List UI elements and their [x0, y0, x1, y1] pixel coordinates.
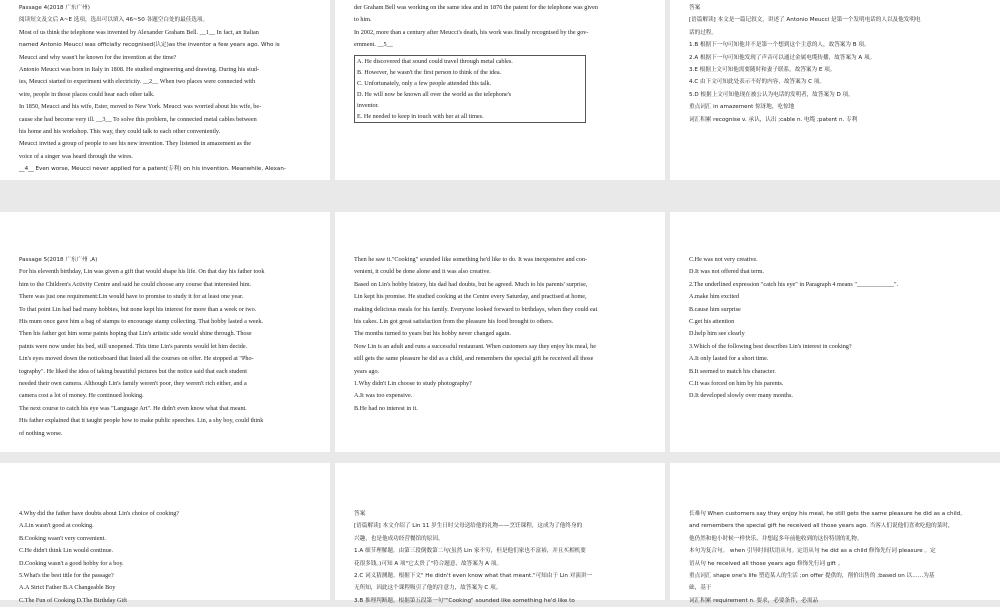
text-line: 花很多钱。)可知 A 项"它太贵了"符合题意，故答案为 A 项。: [354, 560, 502, 567]
text-line: __4__ Even worse, Meucci never applied for a patent(专利) on his invention. Meanwhile, Alexan-: [19, 166, 286, 173]
text-line: camera cost a lot of money. He continued looking.: [19, 392, 144, 400]
text-line: 2.C 词义猜测题。根据下文" He didn't even know what that meant."可知由于 Lin 对演讲一: [354, 573, 593, 580]
text-line: A.It was too expensive.: [354, 392, 413, 400]
text-line: D. He will now be known all over the world as the telephone's: [357, 90, 512, 98]
text-line: 他仍然和他小时候一样快乐，并想起多年前他收到的这份特别的礼物。: [689, 535, 863, 542]
text-line: 3.E 根据上文可知他需要随时和妻子联系，故答案为 E 项。: [689, 67, 836, 74]
text-line: him to the Children's Activity Centre and said he could choose any course that interested him.: [19, 280, 252, 288]
text-line: D.help him see clearly: [689, 330, 745, 338]
text-line: His mum once gave him a bag of stamps to encourage stamp collecting. That hobby lasted a week.: [19, 318, 264, 326]
text-line: 1.B 根据下一句可知他并不是第一个想到这个主意的人，故答案为 B 项。: [689, 42, 870, 49]
text-line: Lin kept his promise. He studied cooking at the Centre every Saturday, and practised at home,: [354, 293, 587, 301]
text-line: A.A Strict Father B.A Changeable Boy: [19, 584, 116, 592]
text-line: Now Lin is an adult and runs a successful restaurant. When customers say they enjoy his meal, he: [354, 342, 596, 350]
text-line: 1.A 细节理解题。由第三段倒数第二句(虽然 Lin 家不穷，但是他们家也不富裕，并且买相机要: [354, 548, 586, 555]
text-line: 本句为复合句。 when 引导时间状语从句。定语从句 he did as a child 修饰先行词 pleasure 。定: [689, 548, 936, 555]
text-line: Based on Lin's hobby history, his dad had doubts, but he agreed. Much to his parents' surprise,: [354, 280, 588, 288]
page-passage5-answers: [335, 463, 665, 604]
text-line: wire, people in those places could hear each other talk.: [19, 90, 155, 98]
text-line: ernment. __5__: [354, 41, 393, 49]
text-line: 长难句 When customers say they enjoy his meal, he still gets the same pleasure he did as a child,: [689, 511, 962, 517]
text-line: For his eleventh birthday, Lin was given a gift that would shape his life. On that day his father took: [19, 268, 265, 276]
text-line: 重点词汇 shape one's life 塑造某人的生活 ;on offer 提供的，削价出售的 ;based on 以……为基: [689, 573, 935, 580]
text-line: 词汇积累 requirement n. 要求，必要条件，必需品: [689, 597, 819, 604]
text-line: D.It developed slowly over many months.: [689, 392, 793, 400]
text-line: E. He needed to keep in touch with her at all times.: [357, 112, 484, 120]
text-line: of nothing worse.: [19, 429, 63, 437]
text-line: 4.C 由下文可知此处表示不好的内容，故答案为 C 项。: [689, 79, 825, 86]
text-line: 语从句 he received all those years ago 修饰先行词 gift 。: [689, 560, 844, 567]
text-line: Lin's eyes moved down the noticeboard that listed all the courses on offer. He stopped at "Pho-: [19, 355, 254, 363]
text-line: C.get his attention: [689, 318, 735, 326]
text-line: ies, Meucci started to experiment with electricity. __2__ When two places were connected with: [19, 78, 256, 86]
text-line: B.cause him surprise: [689, 305, 741, 313]
text-line: B.Cooking wasn't very convenient.: [19, 534, 106, 542]
text-line: 词汇积累 recognise v. 承认，认出 ;cable n. 电缆 ;patent n. 专利: [689, 116, 858, 123]
text-line: D.It was not offered that term.: [689, 268, 764, 276]
text-line: 阅读短文及文后 A~E 选项，选出可以填入 46~50 各题空白处的最佳选项。: [19, 17, 209, 24]
text-line: 5.What's the best title for the passage?: [19, 572, 114, 580]
text-line: making delicious meals for his family. Everyone looked forward to birthdays, when they could eat: [354, 305, 598, 313]
text-line: 2.The underlined expression "catch his eye" in Paragraph 4 means "____________".: [689, 280, 899, 288]
text-line: years ago.: [354, 367, 380, 375]
text-line: C. Unfortunately, only a few people attended this talk.: [357, 79, 492, 87]
text-line: C.The Fun of Cooking D.The Birthday Gift: [19, 596, 127, 604]
text-line: 3.B 推理判断题。根据第五段第一句""Cooking" sounded like something he'd like to: [354, 597, 575, 604]
text-line: Then his father got him some paints hoping that Lin's artistic side would shine through. Those: [19, 330, 252, 338]
text-line: cause she had become very ill. __3__ To solve this problem, he connected metal cables between: [19, 115, 257, 123]
text-line: There was just one requirement:Lin would have to promise to study it for at least one year.: [19, 293, 244, 301]
text-line: D.Cooking wasn't a good hobby for a boy.: [19, 559, 124, 567]
text-line: his cakes. Lin got great satisfaction from the pleasure his food brought to others.: [354, 318, 554, 326]
text-line: [语篇解读] 本文是一篇记叙文，讲述了 Antonio Meucci 是第一个发明电话的人以及他发明电: [689, 17, 921, 24]
page-passage5-notes: [670, 463, 1000, 604]
text-line: 4.Why did the father have doubts about Lin's choice of cooking?: [19, 510, 180, 517]
text-line: A. He discovered that sound could travel through metal cables.: [357, 57, 513, 65]
text-line: To that point Lin had had many hobbies, but none kept his interest for more than a week or two.: [19, 305, 257, 313]
text-line: voice of a singer was heard through the wires.: [19, 152, 133, 160]
text-line: 话的过程。: [689, 29, 717, 36]
text-line: 础，基于: [689, 585, 712, 592]
text-line: B.He had no interest in it.: [354, 404, 418, 412]
text-line: A.Lin wasn't good at cooking.: [19, 522, 94, 530]
text-line: The next course to catch his eye was "Language Art". He didn't even know what that meant.: [19, 404, 247, 412]
text-line: In 1850, Meucci and his wife, Ester, moved to New York. Meucci was worried about his wife, be-: [19, 103, 262, 111]
text-line: Antonio Meucci was born in Italy in 1808. He studied engineering and drawing. During his stud-: [19, 66, 260, 74]
page-passage4-part1: [0, 0, 330, 180]
text-line: A.It only lasted for a short time.: [689, 355, 769, 363]
text-line: 答案: [689, 5, 701, 11]
text-line: and remembers the special gift he received all those years ago. 当客人们说他们喜欢吃他的菜时，: [689, 523, 954, 530]
text-line: 兴趣，也是他成功经营餐馆的原因。: [354, 535, 444, 542]
text-line: 答案: [354, 511, 366, 517]
text-line: Meucci and why wasn't he known for the invention at the time?: [19, 53, 177, 61]
text-line: The months turned to years but his hobby never changed again.: [354, 330, 511, 338]
text-line: 无所知，因此这个课程吸引了他的注意力，故答案为 C 项。: [354, 585, 502, 592]
text-line: [语篇解读] 本文介绍了 Lin 11 岁生日时父母送给他的礼物——烹饪课程，这成为了他终身的: [354, 523, 583, 530]
text-line: C.He was not very creative.: [689, 256, 758, 263]
text-line: Passage 5(2018 广东广州 ,A): [19, 257, 98, 263]
text-line: B. However, he wasn't the first person to think of the idea.: [357, 68, 502, 76]
text-line: his home and his workshop. This way, they could talk to each other conveniently.: [19, 128, 221, 136]
text-line: A.make him excited: [689, 293, 739, 301]
text-line: C.He didn't think Lin would continue.: [19, 547, 114, 555]
text-line: paints were now under his bed, still unopened. This time Lin's parents would let him decide.: [19, 342, 248, 350]
text-line: Most of us think the telephone was invented by Alexander Graham Bell. __1__ In fact, an Italian: [19, 28, 259, 36]
text-line: to him.: [354, 16, 372, 24]
page-passage5-questions: [670, 212, 1000, 452]
text-line: inventor.: [357, 101, 379, 109]
options-box: [354, 55, 586, 123]
page-passage4-part2: [335, 0, 665, 180]
text-line: still gets the same pleasure he did as a child, and remembers the special gift he received all those: [354, 355, 594, 363]
text-line: Meucci invited a group of people to see his new invention. They listened in amazement as the: [19, 140, 252, 148]
text-line: named Antonio Meucci was officially recognised(认定)as the inventor a few years ago. Who is: [19, 42, 280, 49]
text-line: venient, it could be done alone and it was also creative.: [354, 268, 491, 276]
text-line: needed their own camera. Although Lin's family weren't poor, they weren't rich either, and a: [19, 380, 247, 388]
text-line: C.It was forced on him by his parents.: [689, 380, 784, 388]
text-line: 2.A 根据下一句可知他发现了声音可以通过金属电缆传播，故答案为 A 项。: [689, 54, 876, 61]
text-line: Passage 4(2018 广东广州): [19, 5, 90, 11]
text-line: His father explained that it taught people how to make public speeches. Lin, a shy boy, could think: [19, 417, 264, 425]
text-line: 3.Which of the following best describes Lin's interest in cooking?: [689, 342, 852, 350]
text-line: 5.D 根据上文可知他现在被公认为电话的发明者，故答案为 D 项。: [689, 91, 854, 98]
text-line: Then he saw it."Cooking" sounded like something he'd like to do. It was inexpensive and con-: [354, 256, 588, 263]
page-passage5-part2: [335, 212, 665, 452]
text-line: tography". He liked the idea of taking beautiful pictures but the notice said that each student: [19, 367, 247, 375]
page-passage5-part1: [0, 212, 330, 452]
text-line: der Graham Bell was working on the same idea and in 1876 the patent for the telephone was given: [354, 4, 598, 11]
page-passage4-answers: [670, 0, 1000, 180]
page-passage5-questions-2: [0, 463, 330, 604]
text-line: 重点词汇 in amazement 惊讶地，吃惊地: [689, 104, 795, 111]
text-line: 1.Why didn't Lin choose to study photography?: [354, 380, 472, 388]
text-line: In 2002, more than a century after Meucci's death, his work was finally recognised by the gov-: [354, 28, 589, 36]
text-line: B.It seemed to match his character.: [689, 367, 776, 375]
